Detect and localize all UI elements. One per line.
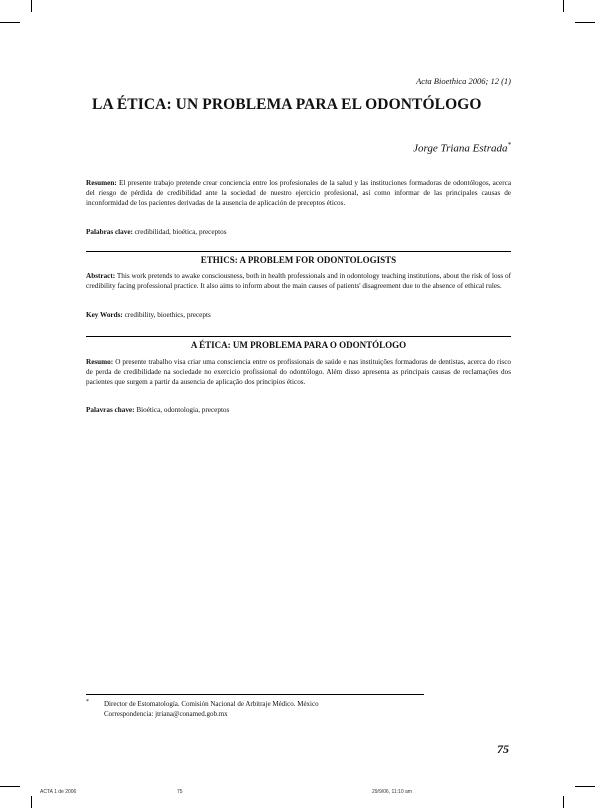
resumo-text: O presente trabalho visa criar uma consciencia entre os profissionais de saúde e nas instituições formadoras de dentistas, acerca do risco de perda de credibilidade na sociedade no exercicio profissional do odontólogo. Além disso apresenta as principais causas de reclamações dos pacientes que surgem a partir da ausencia de aplicação dos principios éticos. — [86, 358, 512, 386]
article-title: LA ÉTICA: UN PROBLEMA PARA EL ODONTÓLOGO — [92, 96, 482, 113]
crop-mark — [563, 0, 564, 12]
crop-mark — [575, 22, 595, 23]
crop-mark — [563, 796, 564, 808]
abstract-label: Abstract: — [86, 272, 116, 280]
author-line — [413, 141, 511, 155]
footnote-affiliation: Director de Estomatología. Comisión Nacional de Arbitraje Médico. México — [104, 700, 319, 708]
palavras-chave-text: Bioética, odontologia, preceptos — [136, 406, 230, 414]
slug-right: 29/9/06, 11:10 am — [372, 789, 412, 795]
slug-left: ACTA 1 de 2006 — [40, 789, 77, 795]
key-words-text: credibility, bioethics, precepts — [124, 311, 211, 319]
footnote-correspondence: Correspondencia: jtriana@conamed.gob.mx — [104, 710, 228, 718]
page-number: 75 — [497, 742, 509, 756]
abstract-text: This work pretends to awake consciousness, both in health professionals and in odontology teaching institutions, about the risk of loss of credibility facing professional practice. It also aims to inform about the main causes of patients' disagreement due to the absence of ethical rules. — [86, 272, 512, 290]
journal-reference: Acta Bioethica 2006; 12 (1) — [416, 76, 511, 86]
resumen-paragraph — [86, 178, 511, 208]
palabras-clave-text: credibilidad, bioética, preceptos — [134, 228, 227, 236]
english-title-heading: ETHICS: A PROBLEM FOR ODONTOLOGISTS — [86, 251, 511, 265]
footnote-mark: * — [86, 699, 89, 705]
palavras-chave-label: Palavras chave: — [86, 406, 135, 414]
key-words-label: Key Words: — [86, 311, 123, 319]
resumo-label: Resumo: — [86, 358, 114, 366]
resumen-text: El presente trabajo pretende crear conciencia entre los profesionales de la salud y las instituciones formadoras de odontólogos, acerca del riesgo de pérdida de credibilidad ante la sociedad de nuestro ejercicio profesional, así como informar de las principales causas de inconformidad de los pacientes derivadas de la ausencia de aplicación de preceptos éticos. — [86, 179, 512, 207]
palabras-clave-label: Palabras clave: — [86, 228, 133, 236]
crop-mark — [31, 796, 32, 808]
resumo-paragraph — [86, 357, 511, 387]
abstract-paragraph — [86, 271, 511, 291]
footnote — [86, 699, 446, 719]
key-words — [86, 310, 511, 320]
crop-mark — [0, 786, 20, 787]
palabras-clave — [86, 227, 511, 237]
author-footnote-mark: * — [507, 141, 511, 149]
crop-mark — [575, 786, 595, 787]
slug-middle: 75 — [177, 789, 183, 795]
crop-mark — [0, 22, 20, 23]
crop-mark — [31, 0, 32, 12]
resumen-label: Resumen: — [86, 179, 117, 187]
footnote-rule — [86, 694, 424, 695]
portuguese-title-heading: A ÉTICA: UM PROBLEMA PARA O ODONTÓLOGO — [86, 336, 511, 350]
author-name: Jorge Triana Estrada — [413, 142, 508, 155]
palavras-chave — [86, 405, 511, 415]
